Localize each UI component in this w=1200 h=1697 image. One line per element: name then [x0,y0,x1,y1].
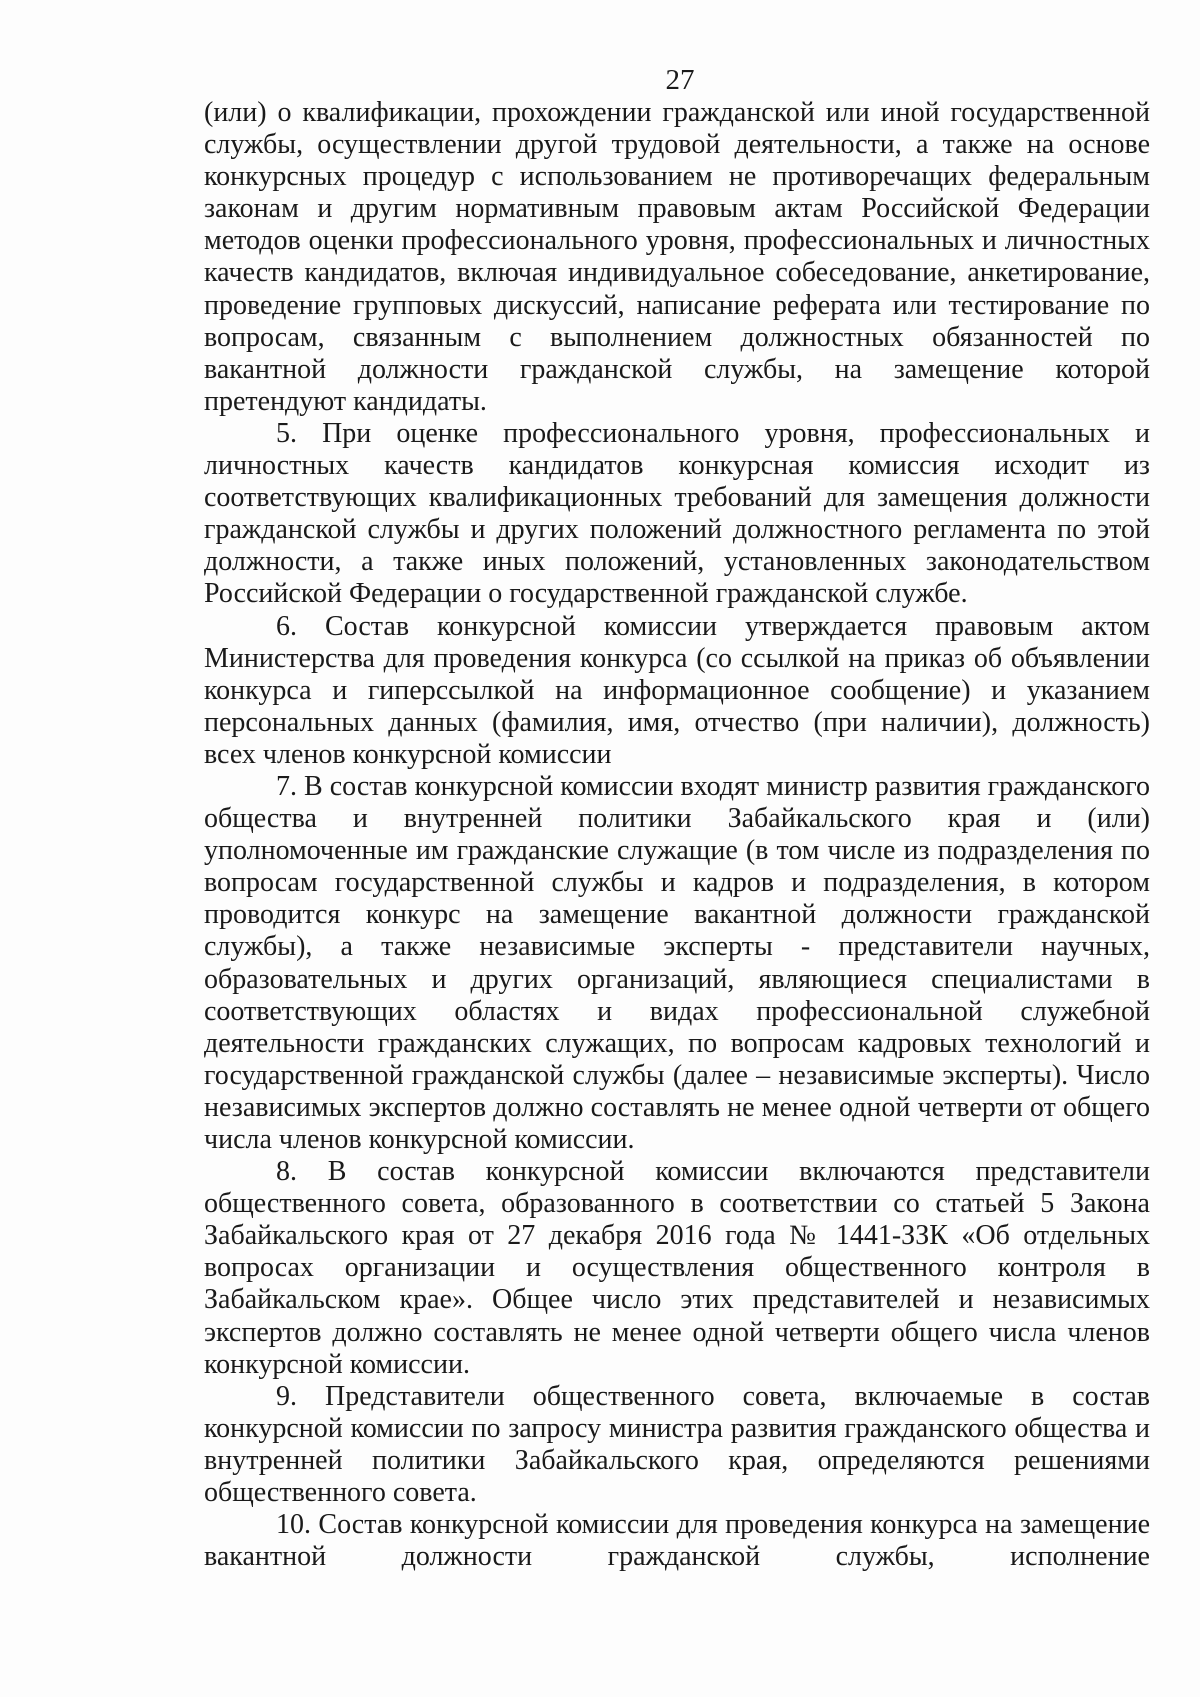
paragraph-continuation: (или) о квалификации, прохождении гражданской или иной государственной службы, осуществлении другой трудовой деятельности, а также на основе конкурсных процедур с использованием не противоречащих федеральным законам и другим нормативным правовым актам Российской Федерации методов оценки профессионального уровня, профессиональных и личностных качеств кандидатов, включая индивидуальное собеседование, анкетирование, проведение групповых дискуссий, написание реферата или тестирование по вопросам, связанным с выполнением должностных обязанностей по вакантной должности гражданской службы, на замещение которой претендуют кандидаты. [204,97,1150,417]
document-body [204,97,1150,1573]
paragraph-10: 10. Состав конкурсной комиссии для проведения конкурса на замещение вакантной должности гражданской службы, исполнение [204,1509,1150,1573]
paragraph-8: 8. В состав конкурсной комиссии включаются представители общественного совета, образованного в соответствии со статьей 5 Закона Забайкальского края от 27 декабря 2016 года № 1441-ЗЗК «Об отдельных вопросах организации и осуществления общественного контроля в Забайкальском крае». Общее число этих представителей и независимых экспертов должно составлять не менее одной четверти общего числа членов конкурсной комиссии. [204,1156,1150,1380]
paragraph-6: 6. Состав конкурсной комиссии утверждается правовым актом Министерства для проведения конкурса (со ссылкой на приказ об объявлении конкурса и гиперссылкой на информационное сообщение) и указанием персональных данных (фамилия, имя, отчество (при наличии), должность) всех членов конкурсной комиссии [204,610,1150,770]
paragraph-9: 9. Представители общественного совета, включаемые в состав конкурсной комиссии по запросу министра развития гражданского общества и внутренней политики Забайкальского края, определяются решениями общественного совета. [204,1380,1150,1509]
paragraph-5: 5. При оценке профессионального уровня, профессиональных и личностных качеств кандидатов конкурсная комиссия исходит из соответствующих квалификационных требований для замещения должности гражданской службы и других положений должностного регламента по этой должности, а также иных положений, установленных законодательством Российской Федерации о государственной гражданской службе. [204,417,1150,610]
paragraph-7: 7. В состав конкурсной комиссии входят министр развития гражданского общества и внутренней политики Забайкальского края и (или) уполномоченные им гражданские служащие (в том числе из подразделения по вопросам государственной службы и кадров и подразделения, в котором проводится конкурс на замещение вакантной должности гражданской службы), а также независимые эксперты - представители научных, образовательных и других организаций, являющиеся специалистами в соответствующих областях и видах профессиональной служебной деятельности гражданских служащих, по вопросам кадровых технологий и государственной гражданской службы (далее – независимые эксперты). Число независимых экспертов должно составлять не менее одной четверти от общего числа членов конкурсной комиссии. [204,770,1150,1155]
page-number: 27 [665,64,695,96]
